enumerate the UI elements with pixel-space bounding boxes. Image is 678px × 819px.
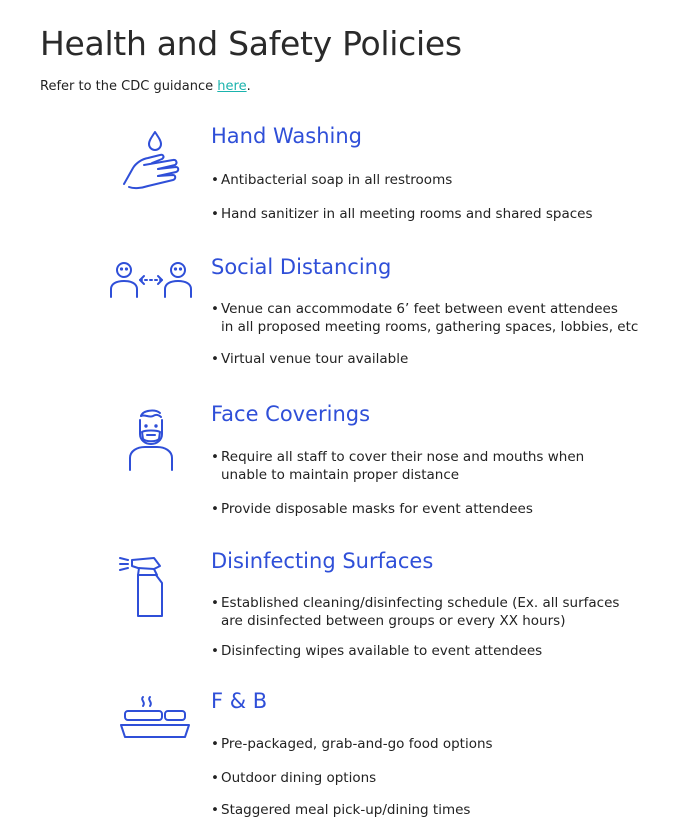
bullet-item: • Outdoor dining options	[211, 770, 377, 786]
hand-washing-icon	[118, 128, 184, 194]
bullet-item: • Venue can accommodate 6’ feet between event attendees in all proposed meeting rooms, gathering spaces, lobbies, etc	[211, 301, 639, 335]
section-title-social-distancing: Social Distancing	[211, 255, 392, 279]
bullet-item: • Require all staff to cover their nose and mouths when unable to maintain proper distance	[211, 449, 585, 483]
section-title-f-and-b: F & B	[211, 689, 268, 713]
bullet-item: • Hand sanitizer in all meeting rooms and shared spaces	[211, 206, 593, 222]
bullet-item: • Established cleaning/disinfecting schedule (Ex. all surfaces are disinfected between groups or every XX hours)	[211, 595, 620, 629]
section-title-hand-washing: Hand Washing	[211, 124, 362, 148]
bullet-item: • Provide disposable masks for event attendees	[211, 501, 533, 517]
section-title-face-coverings: Face Coverings	[211, 402, 371, 426]
bullet-item: • Pre-packaged, grab-and-go food options	[211, 736, 493, 752]
food-containers-icon	[119, 694, 191, 740]
page-title: Health and Safety Policies	[40, 24, 462, 63]
bullet-item: • Staggered meal pick-up/dining times	[211, 802, 471, 818]
intro-prefix: Refer to the CDC guidance	[40, 79, 218, 94]
bullet-item: • Virtual venue tour available	[211, 351, 409, 367]
intro-text	[40, 79, 251, 94]
cdc-guidance-link[interactable]: here	[217, 79, 247, 94]
intro-suffix: .	[246, 79, 251, 94]
spray-bottle-icon	[118, 553, 168, 619]
face-mask-icon	[127, 406, 175, 474]
bullet-item: • Antibacterial soap in all restrooms	[211, 172, 453, 188]
social-distancing-icon	[108, 260, 194, 300]
section-title-disinfecting-surfaces: Disinfecting Surfaces	[211, 549, 434, 573]
bullet-item: • Disinfecting wipes available to event attendees	[211, 643, 543, 659]
